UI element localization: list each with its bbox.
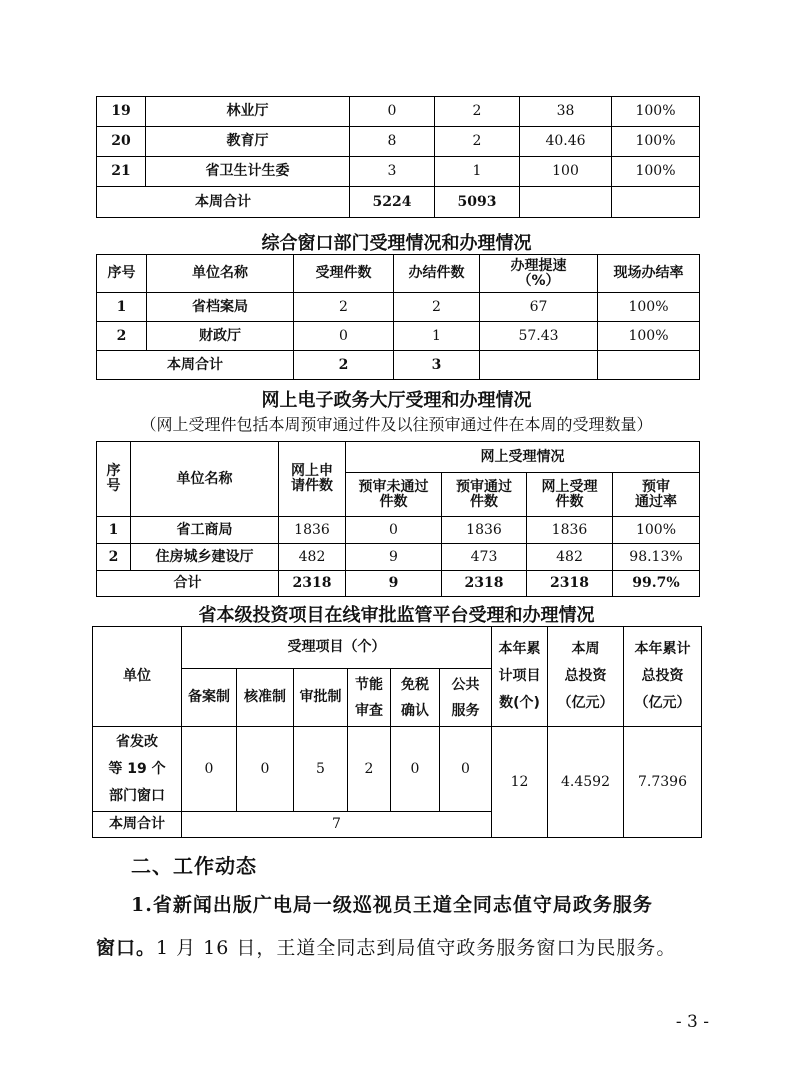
cell-week-investment: 4.4592 [548, 727, 624, 838]
table-row [97, 322, 700, 351]
cell-value: 57.43 [480, 322, 598, 351]
cell-value: 0 [346, 517, 442, 544]
header-accepted: 受理件数 [294, 255, 394, 293]
cell-value: 1 [394, 322, 480, 351]
total-value: 2318 [442, 571, 527, 597]
header-fail [346, 473, 442, 517]
header-gonggong-line2: 服务 [451, 702, 480, 719]
total-label: 本周合计 [97, 187, 350, 218]
header-year-line2: 计项目 [498, 668, 541, 684]
cell-value: 100% [598, 322, 700, 351]
header-pass [442, 473, 527, 517]
cell-no: 1 [97, 517, 131, 544]
header-no: 序号 [97, 255, 147, 293]
table-comprehensive-window [96, 254, 700, 380]
header-online-group: 网上受理情况 [346, 442, 700, 473]
table-row [97, 517, 700, 544]
cell-value: 1836 [527, 517, 613, 544]
cell-unit: 教育厅 [146, 127, 350, 157]
total-label: 合计 [97, 571, 279, 597]
cell-no: 2 [97, 322, 147, 351]
paragraph-line2-bold: 窗口。 [96, 937, 157, 959]
cell-unit: 住房城乡建设厅 [131, 544, 279, 571]
cell-unit: 财政厅 [147, 322, 294, 351]
cell-unit [93, 727, 182, 812]
header-unit: 单位名称 [131, 442, 279, 517]
cell-value: 0 [237, 727, 294, 812]
cell-value: 100 [520, 157, 612, 187]
header-unit: 单位名称 [147, 255, 294, 293]
header-online-line1: 网上受理 [541, 478, 598, 495]
cell-value: 2 [435, 97, 520, 127]
header-jieneng-line2: 审查 [355, 702, 383, 719]
cell-value: 98.13% [613, 544, 700, 571]
header-yeartot-line3: （亿元） [634, 695, 691, 711]
header-no [97, 442, 131, 517]
header-fail-line1: 预审未通过 [358, 478, 429, 495]
empty-cell [612, 187, 700, 218]
header-mianshui [391, 669, 440, 727]
cell-no: 20 [97, 127, 146, 157]
header-rate: 现场办结率 [598, 255, 700, 293]
cell-value: 38 [520, 97, 612, 127]
paragraph-line2 [96, 933, 676, 960]
table-row [97, 97, 700, 127]
cell-value: 0 [440, 727, 492, 812]
cell-unit-line1: 省发改 [116, 733, 158, 750]
cell-value: 1836 [279, 517, 346, 544]
header-rate-line1: 预审 [642, 478, 670, 495]
cell-value: 473 [442, 544, 527, 571]
header-apply-line2: 请件数 [291, 478, 333, 494]
header-speed-line2: （%） [517, 272, 560, 289]
header-no-line1: 序 [106, 463, 121, 479]
cell-value: 8 [350, 127, 435, 157]
cell-value: 0 [391, 727, 440, 812]
cell-value: 0 [182, 727, 237, 812]
total-value: 9 [346, 571, 442, 597]
cell-no: 21 [97, 157, 146, 187]
header-accepted-group: 受理项目（个） [182, 627, 492, 669]
cell-value: 2 [435, 127, 520, 157]
cell-value: 0 [294, 322, 394, 351]
header-unit: 单位 [93, 627, 182, 727]
cell-value: 100% [612, 97, 700, 127]
section-heading: 二、工作动态 [131, 854, 257, 878]
table-header-row [97, 255, 700, 293]
table-row [97, 544, 700, 571]
cell-value: 100% [613, 517, 700, 544]
header-done: 办结件数 [394, 255, 480, 293]
cell-value: 482 [527, 544, 613, 571]
header-week-investment [548, 627, 624, 727]
total-label: 本周合计 [93, 812, 182, 838]
header-week-line1: 本周 [571, 641, 600, 657]
header-hezhun: 核准制 [237, 669, 294, 727]
total-value: 7 [182, 812, 492, 838]
table-total-row [97, 187, 700, 218]
cell-no: 1 [97, 293, 147, 322]
empty-cell [520, 187, 612, 218]
total-value: 2318 [279, 571, 346, 597]
cell-unit: 省工商局 [131, 517, 279, 544]
table-investment-platform [92, 626, 702, 838]
total-label: 本周合计 [97, 351, 294, 380]
cell-unit: 省卫生计生委 [146, 157, 350, 187]
header-rate [613, 473, 700, 517]
table-total-row [97, 351, 700, 380]
table-row [93, 727, 702, 812]
cell-no: 2 [97, 544, 131, 571]
cell-unit: 省档案局 [147, 293, 294, 322]
total-value: 2318 [527, 571, 613, 597]
header-year-line3: 数(个) [499, 695, 540, 711]
empty-cell [480, 351, 598, 380]
header-shenpi: 审批制 [294, 669, 348, 727]
header-mianshui-line1: 免税 [401, 676, 429, 693]
cell-value: 9 [346, 544, 442, 571]
section-title-online-hall: 网上电子政务大厅受理和办理情况 [261, 390, 532, 411]
cell-value: 100% [598, 293, 700, 322]
header-beian: 备案制 [182, 669, 237, 727]
header-yeartot-line2: 总投资 [641, 668, 684, 684]
online-hall-note: （网上受理件包括本周预审通过件及以往预审通过件在本周的受理数量） [140, 415, 653, 434]
table-row [97, 157, 700, 187]
cell-value: 2 [394, 293, 480, 322]
header-online [527, 473, 613, 517]
cell-value: 5 [294, 727, 348, 812]
header-speed [480, 255, 598, 293]
header-yeartot-line1: 本年累计 [634, 641, 691, 657]
header-rate-line2: 通过率 [635, 493, 677, 510]
header-apply-line1: 网上申 [291, 463, 333, 479]
cell-unit: 林业厅 [146, 97, 350, 127]
header-pass-line1: 预审通过 [456, 478, 512, 495]
cell-value: 482 [279, 544, 346, 571]
header-jieneng-line1: 节能 [355, 676, 383, 693]
table-department-summary [96, 96, 700, 218]
cell-value: 2 [348, 727, 391, 812]
header-fail-line2: 件数 [379, 493, 408, 510]
cell-year-investment: 7.7396 [624, 727, 702, 838]
header-mianshui-line2: 确认 [401, 702, 429, 719]
table-row [97, 127, 700, 157]
paragraph-line2-rest: 1 月 16 日，王道全同志到局值守政务服务窗口为民服务。 [156, 937, 677, 959]
header-no-line2: 号 [106, 478, 121, 494]
paragraph-line1: 1.省新闻出版广电局一级巡视员王道全同志值守局政务服务 [131, 894, 653, 916]
header-year-count [492, 627, 548, 727]
table-online-hall [96, 441, 700, 597]
cell-value: 67 [480, 293, 598, 322]
cell-value: 2 [294, 293, 394, 322]
section-title-investment-platform: 省本级投资项目在线审批监管平台受理和办理情况 [198, 605, 595, 626]
header-jieneng [348, 669, 391, 727]
cell-year-count: 12 [492, 727, 548, 838]
header-week-line3: （亿元） [557, 695, 614, 711]
header-online-line2: 件数 [555, 493, 584, 510]
table-row [97, 293, 700, 322]
section-title-comprehensive-window: 综合窗口部门受理情况和办理情况 [261, 233, 532, 254]
table-header-row [97, 442, 700, 473]
table-header-row [93, 627, 702, 669]
cell-unit-line2: 等 19 个 [108, 760, 166, 777]
cell-value: 1836 [442, 517, 527, 544]
cell-value: 3 [350, 157, 435, 187]
header-week-line2: 总投资 [564, 668, 607, 684]
header-gonggong-line1: 公共 [451, 676, 480, 693]
header-pass-line2: 件数 [470, 493, 498, 510]
total-value: 2 [294, 351, 394, 380]
cell-value: 1 [435, 157, 520, 187]
cell-value: 0 [350, 97, 435, 127]
empty-cell [598, 351, 700, 380]
header-year-line1: 本年累 [498, 641, 541, 657]
cell-unit-line3: 部门窗口 [109, 787, 165, 804]
cell-value: 100% [612, 127, 700, 157]
total-value: 5093 [435, 187, 520, 218]
table-total-row [97, 571, 700, 597]
cell-value: 100% [612, 157, 700, 187]
header-gonggong [440, 669, 492, 727]
header-speed-line1: 办理提速 [510, 257, 567, 274]
total-value: 99.7% [613, 571, 700, 597]
cell-no: 19 [97, 97, 146, 127]
cell-value: 40.46 [520, 127, 612, 157]
page-number: - 3 - [675, 1012, 709, 1032]
header-year-investment [624, 627, 702, 727]
header-apply [279, 442, 346, 517]
total-value: 5224 [350, 187, 435, 218]
total-value: 3 [394, 351, 480, 380]
